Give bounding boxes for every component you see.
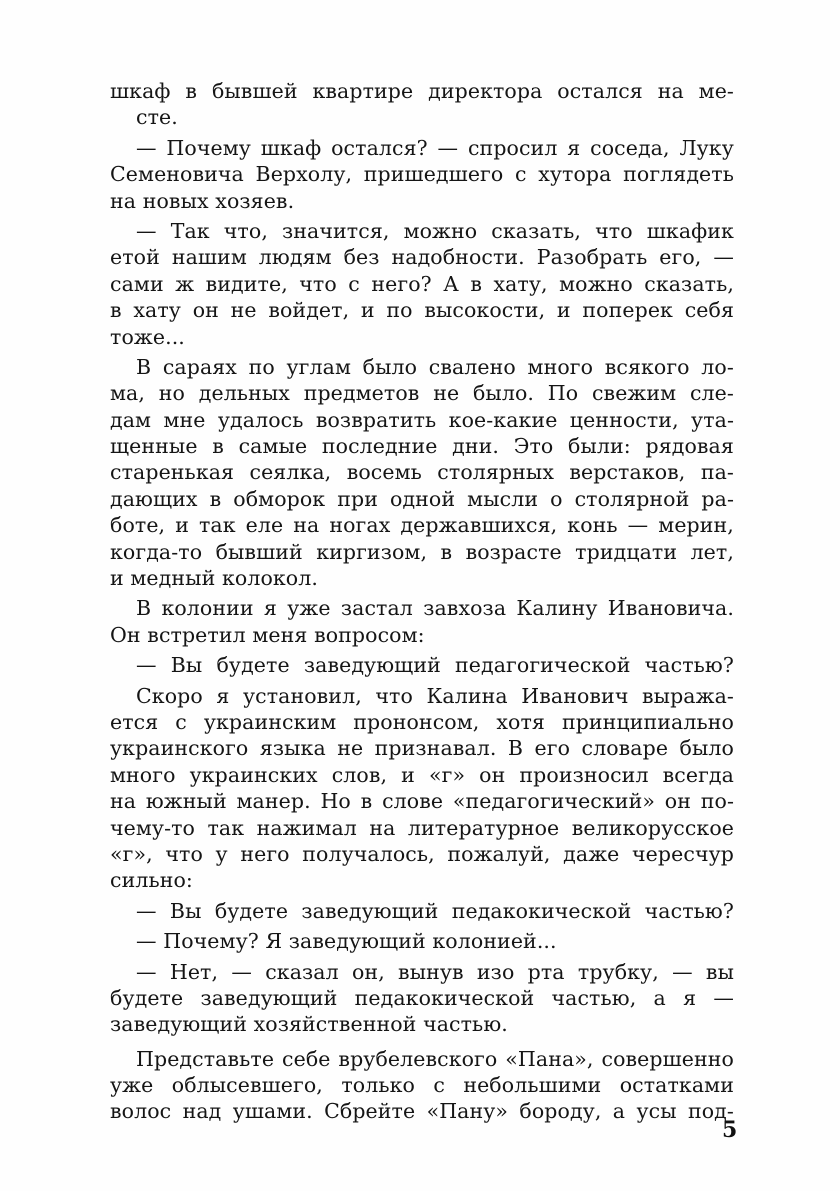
text-line	[110, 104, 734, 130]
word: А	[443, 271, 459, 296]
word: сараях	[162, 354, 237, 379]
word: слов,	[331, 762, 388, 787]
word: у	[215, 841, 228, 866]
word: ушами.	[232, 1099, 313, 1124]
word: чему-то	[110, 815, 196, 840]
word: врубелевского	[338, 1046, 498, 1071]
word: В	[507, 736, 524, 761]
word: даже	[563, 841, 620, 866]
word: в	[440, 539, 453, 564]
word: по	[248, 354, 275, 379]
word: верстаков,	[569, 460, 686, 485]
word: усы	[636, 1099, 677, 1124]
word: я	[263, 596, 277, 621]
word: еле	[245, 513, 284, 538]
word: державшихся,	[400, 513, 558, 538]
word: волос	[110, 1099, 172, 1124]
word: тоже...	[110, 324, 185, 349]
word: всегда	[662, 762, 734, 787]
word: словаре	[581, 736, 669, 761]
text-line	[110, 565, 734, 591]
word: были:	[568, 434, 631, 459]
word: обморок	[233, 486, 326, 511]
word: Почему	[166, 135, 251, 160]
word: не	[433, 381, 460, 406]
word: нажимал	[256, 815, 357, 840]
word: сте.	[136, 105, 178, 130]
text-line	[110, 1046, 734, 1072]
word: прононсом,	[353, 709, 480, 734]
word: боте,	[110, 513, 166, 538]
word: дам	[110, 407, 152, 432]
word: с	[175, 709, 187, 734]
word: директора	[428, 79, 543, 103]
word: что	[165, 841, 203, 866]
word: по	[386, 298, 413, 323]
word: уже	[287, 596, 331, 621]
word: остался?	[331, 135, 428, 160]
page-number: 5	[722, 1117, 738, 1143]
text-line	[110, 762, 734, 788]
word: кое-какие	[448, 407, 558, 432]
text-line	[110, 433, 734, 459]
text-line	[110, 78, 734, 104]
word: спросил	[467, 135, 558, 160]
word: себя	[684, 298, 734, 323]
word: мерин,	[658, 513, 734, 538]
word: без	[343, 245, 380, 270]
word: Скоро	[136, 683, 203, 708]
word: в	[185, 79, 198, 103]
word: с	[433, 1073, 445, 1098]
word: ется	[110, 709, 159, 734]
word: ма,	[110, 381, 145, 406]
text-line	[110, 380, 734, 406]
word: видите,	[205, 271, 288, 296]
text-line	[110, 512, 734, 538]
word: «г»	[428, 762, 466, 787]
word: ра-	[701, 486, 734, 511]
word: на	[293, 513, 320, 538]
text-line	[110, 898, 734, 924]
word: Так	[170, 218, 210, 243]
word: можно	[403, 218, 478, 243]
word: —	[136, 135, 157, 160]
word: Но	[320, 789, 351, 814]
word: что	[375, 683, 413, 708]
word: я	[683, 985, 697, 1010]
text-line	[110, 959, 734, 985]
word: выража-	[642, 683, 734, 708]
word: украинским	[203, 709, 337, 734]
word: в	[110, 298, 122, 323]
text-line	[110, 928, 734, 954]
word: он	[664, 789, 691, 814]
word: тридцати	[575, 539, 678, 564]
word: не	[337, 736, 364, 761]
word: пожалуй,	[447, 841, 551, 866]
word: колокол.	[221, 566, 318, 591]
word: Представьте	[136, 1046, 275, 1071]
word: мысли	[467, 486, 539, 511]
word: совершенно	[601, 1046, 734, 1071]
word: принципиально	[561, 709, 734, 734]
text-line	[110, 135, 734, 161]
word: Луку	[679, 135, 734, 160]
word: столярных	[437, 460, 554, 485]
word: предметов	[303, 381, 420, 406]
word: будете	[214, 898, 289, 923]
text-line	[110, 595, 734, 621]
word: столярной	[574, 486, 690, 511]
word: —	[713, 985, 734, 1010]
word: признавал.	[374, 736, 497, 761]
word: а	[612, 1099, 626, 1124]
word: получалось,	[302, 841, 435, 866]
text-line	[110, 486, 734, 512]
word: поперек	[582, 298, 673, 323]
word: заведующий	[200, 985, 338, 1010]
word: с	[348, 271, 360, 296]
word: при	[337, 486, 378, 511]
word: В	[136, 354, 152, 379]
word: Калину	[516, 596, 598, 621]
word: вы	[705, 959, 734, 984]
word: углам	[286, 354, 352, 379]
word: педакокической	[451, 898, 632, 923]
word: вынув	[398, 959, 464, 984]
word: частью,	[551, 985, 637, 1010]
word: Вы	[169, 898, 202, 923]
word: —	[136, 898, 157, 923]
word: трубку,	[577, 959, 659, 984]
word: было	[679, 736, 734, 761]
word: бывший	[215, 539, 303, 564]
word: хату,	[493, 271, 548, 296]
word: и	[175, 513, 189, 538]
word: дни.	[452, 434, 500, 459]
word: и	[110, 566, 124, 591]
word: киргизом,	[316, 539, 428, 564]
word: возрасте	[465, 539, 562, 564]
word: облысевшего,	[171, 1073, 323, 1098]
word: сами	[110, 271, 164, 296]
word: изо	[476, 959, 515, 984]
word: было.	[472, 381, 535, 406]
word: па-	[700, 460, 734, 485]
text-line	[110, 1011, 734, 1037]
word: заведующий	[110, 1012, 247, 1037]
word: частью.	[423, 1012, 508, 1037]
text-line	[110, 1098, 734, 1124]
word: сильно:	[110, 868, 193, 893]
word: частью?	[644, 653, 734, 678]
word: уже	[110, 1073, 154, 1098]
word: восемь	[346, 460, 422, 485]
word: южный	[145, 789, 227, 814]
word: под-	[687, 1099, 734, 1124]
word: педакокической	[354, 985, 535, 1010]
word: рядовая	[645, 434, 734, 459]
word: и	[556, 298, 571, 323]
word: ногах	[329, 513, 391, 538]
word: он,	[351, 959, 385, 984]
text-line	[110, 244, 734, 270]
word: колонии	[161, 596, 254, 621]
word: последние	[321, 434, 438, 459]
word: Разобрать	[536, 245, 648, 270]
word: «Пану»	[426, 1099, 509, 1124]
word: литературное	[407, 815, 560, 840]
word: дающих	[110, 486, 198, 511]
word: самые	[238, 434, 308, 459]
word: Он	[110, 622, 141, 647]
word: что,	[223, 218, 268, 243]
text-line	[110, 271, 734, 297]
word: его	[534, 736, 571, 761]
word: установил,	[242, 683, 362, 708]
word: хозяйственной	[253, 1012, 417, 1037]
word: педагогической	[455, 653, 631, 678]
word: остатками	[619, 1073, 734, 1098]
word: поглядеть	[623, 162, 734, 187]
word: заведующий	[288, 929, 426, 954]
word: и	[360, 298, 375, 323]
word: остался	[557, 79, 643, 103]
word: на	[110, 188, 137, 213]
word: себе	[282, 1046, 331, 1071]
word: на	[657, 79, 684, 103]
word: квартире	[312, 79, 414, 103]
word: чересчур	[632, 841, 734, 866]
word: заведующий	[303, 653, 441, 678]
word: вопросом:	[314, 622, 425, 647]
word: —	[136, 653, 157, 678]
word: Вы	[170, 653, 203, 678]
word: ута-	[691, 407, 734, 432]
word: встретил	[147, 622, 246, 647]
text-line	[110, 324, 734, 350]
word: над	[182, 1099, 222, 1124]
word: великорусское	[571, 815, 734, 840]
word: на	[369, 815, 396, 840]
word: в	[470, 271, 482, 296]
word: Это	[513, 434, 554, 459]
word: застал	[340, 596, 413, 621]
word: Ивановича.	[607, 596, 734, 621]
word: хозяев.	[215, 188, 295, 213]
word: сеялка,	[249, 460, 332, 485]
word: шкафик	[646, 218, 734, 243]
word: лет,	[690, 539, 734, 564]
word: пришедшего	[363, 162, 504, 187]
text-line	[110, 161, 734, 187]
word: надобности.	[391, 245, 525, 270]
word: будете	[216, 653, 290, 678]
word: Нет,	[169, 959, 219, 984]
word: Семеновича	[110, 162, 244, 187]
text-line	[110, 709, 734, 735]
word: —	[437, 135, 459, 160]
word: шкаф	[110, 79, 171, 103]
word: завхоза	[423, 596, 507, 621]
word: ценности,	[569, 407, 679, 432]
word: Я	[265, 929, 283, 954]
word: всякого	[604, 354, 690, 379]
word: можно	[559, 271, 633, 296]
word: сле-	[689, 381, 734, 406]
word: удалось	[217, 407, 304, 432]
word: украинских	[189, 762, 318, 787]
text-line	[110, 539, 734, 565]
word: ме-	[698, 79, 734, 103]
text-line	[110, 815, 734, 841]
word: много	[110, 762, 176, 787]
word: небольшими	[463, 1073, 602, 1098]
word: «педагогический»	[452, 789, 655, 814]
word: дельных	[198, 381, 290, 406]
word: бывшей	[211, 79, 298, 103]
word: манер.	[236, 789, 311, 814]
word: так	[198, 513, 236, 538]
text-column	[110, 78, 734, 1125]
word: его,	[659, 245, 702, 270]
word: рта	[527, 959, 565, 984]
word: о	[550, 486, 563, 511]
word: по-	[700, 789, 734, 814]
word: По	[547, 381, 579, 406]
text-line	[110, 683, 734, 709]
word: старенькая	[110, 460, 235, 485]
word: он	[479, 762, 506, 787]
word: етой	[110, 245, 160, 270]
word: когда-то	[110, 539, 203, 564]
word: конь	[567, 513, 618, 538]
text-line	[110, 652, 734, 678]
word: —	[627, 513, 649, 538]
text-line	[110, 735, 734, 761]
word: шкаф	[260, 135, 322, 160]
word: В	[136, 596, 152, 621]
word: —	[672, 959, 693, 984]
text-line	[110, 841, 734, 867]
text-line	[110, 218, 734, 244]
word: —	[231, 959, 252, 984]
word: медный	[130, 566, 216, 591]
text-line	[110, 459, 734, 485]
word: сказать,	[644, 271, 734, 296]
word: много	[527, 354, 594, 379]
word: украинского	[110, 736, 249, 761]
word: языка	[259, 736, 326, 761]
word: возвратить	[315, 407, 437, 432]
text-line	[110, 867, 734, 893]
word: будете	[110, 985, 184, 1010]
word: слове	[382, 789, 444, 814]
word: я	[567, 135, 581, 160]
text-line	[110, 354, 734, 380]
text-line	[110, 985, 734, 1011]
word: так	[207, 815, 245, 840]
word: только	[341, 1073, 415, 1098]
text-line	[110, 788, 734, 814]
word: одной	[390, 486, 456, 511]
word: частью?	[644, 898, 734, 923]
word: хотя	[496, 709, 545, 734]
word: и	[401, 762, 415, 787]
word: колонией...	[432, 929, 557, 954]
word: сказать,	[491, 218, 582, 243]
word: ж	[175, 271, 195, 296]
word: «г»,	[110, 841, 153, 866]
word: —	[136, 929, 157, 954]
word: новых	[142, 188, 209, 213]
word: высокости,	[424, 298, 546, 323]
word: Верхолу,	[255, 162, 353, 187]
word: —	[713, 245, 734, 270]
word: щенные	[110, 434, 198, 459]
word: Сбрейте	[324, 1099, 416, 1124]
word: Иванович	[521, 683, 629, 708]
word: значится,	[282, 218, 390, 243]
word: мне	[163, 407, 206, 432]
word: что	[299, 271, 337, 296]
text-line	[110, 622, 734, 648]
word: —	[136, 218, 157, 243]
word: соседа,	[590, 135, 670, 160]
word: но	[158, 381, 185, 406]
word: не	[230, 298, 257, 323]
word: было	[362, 354, 418, 379]
word: войдет,	[268, 298, 350, 323]
word: сказал	[265, 959, 339, 984]
word: с	[514, 162, 527, 187]
word: я	[216, 683, 230, 708]
text-line	[110, 188, 734, 214]
text-line	[110, 297, 734, 323]
word: бороду,	[519, 1099, 602, 1124]
word: «Пана»,	[505, 1046, 594, 1071]
word: людям	[258, 245, 332, 270]
word: в	[209, 486, 222, 511]
word: заведующий	[301, 898, 439, 923]
text-line	[110, 407, 734, 433]
word: свалено	[428, 354, 516, 379]
word: него?	[371, 271, 432, 296]
word: нашим	[171, 245, 247, 270]
word: произносил	[519, 762, 649, 787]
word: него	[240, 841, 290, 866]
word: в	[212, 434, 224, 459]
word: ло-	[701, 354, 734, 379]
word: он	[192, 298, 219, 323]
word: меня	[252, 622, 308, 647]
word: что	[595, 218, 633, 243]
text-line	[110, 1072, 734, 1098]
word: Калина	[426, 683, 508, 708]
word: хату	[133, 298, 181, 323]
word: Почему?	[163, 929, 259, 954]
word: а	[653, 985, 666, 1010]
word: на	[110, 789, 137, 814]
word: —	[136, 959, 157, 984]
word: свежим	[591, 381, 677, 406]
word: в	[360, 789, 373, 814]
word: хутора	[538, 162, 612, 187]
